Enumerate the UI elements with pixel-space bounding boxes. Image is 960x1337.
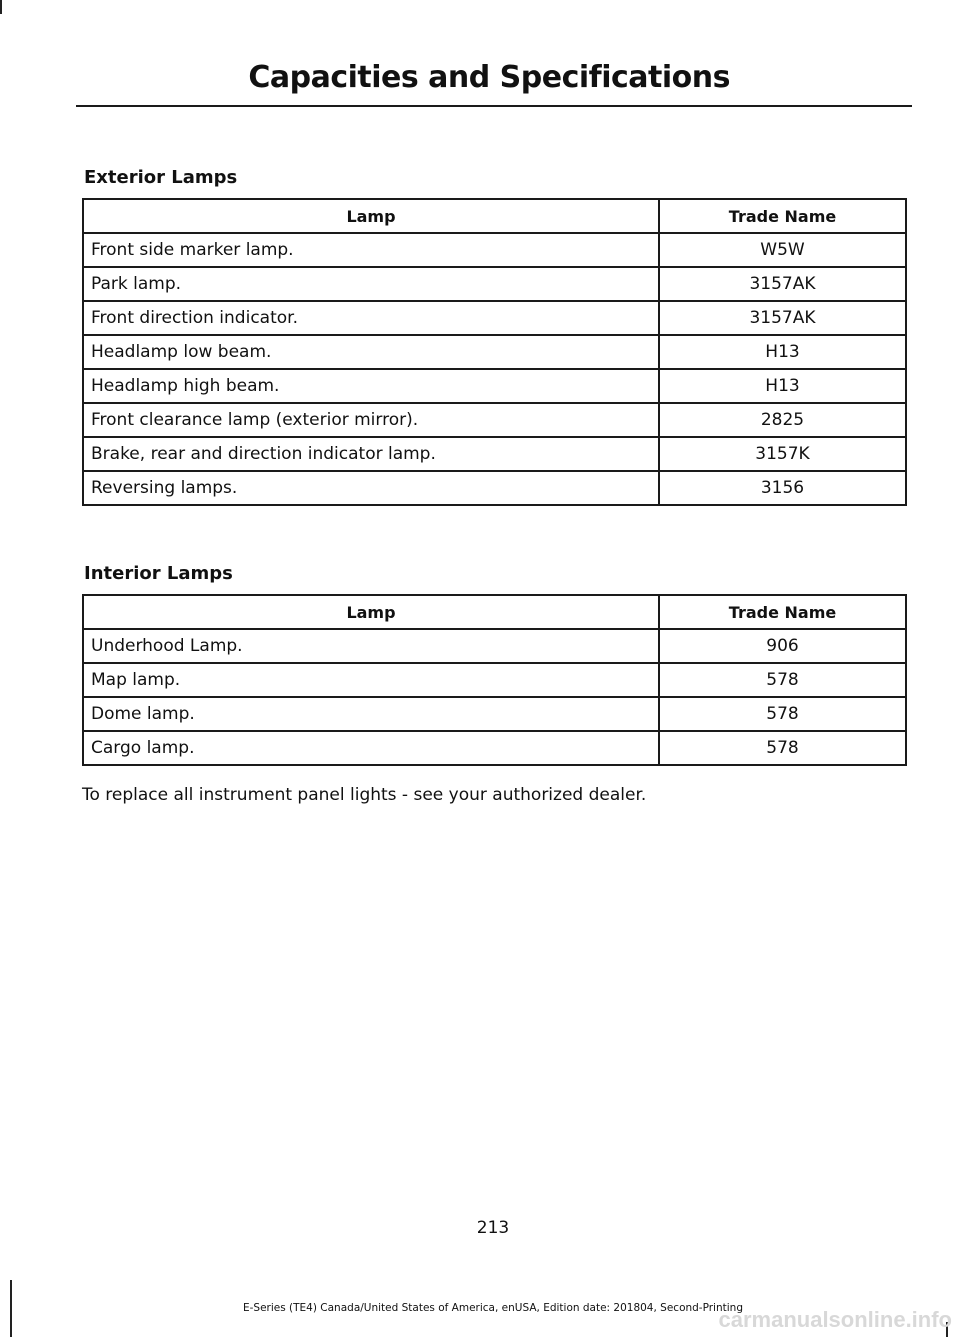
lamp-cell: Headlamp low beam.	[83, 335, 659, 369]
crop-mark-top-left	[0, 0, 2, 14]
lamp-cell: Park lamp.	[83, 267, 659, 301]
table-row	[83, 267, 906, 301]
table-row	[83, 233, 906, 267]
instrument-panel-note: To replace all instrument panel lights - see your authorized dealer.	[82, 785, 647, 805]
lamp-cell: Front clearance lamp (exterior mirror).	[83, 403, 659, 437]
trade-name-cell: H13	[659, 335, 906, 369]
interior-lamps-heading: Interior Lamps	[84, 563, 233, 584]
trade-name-cell: 578	[659, 731, 906, 765]
table-row	[83, 437, 906, 471]
column-header-lamp: Lamp	[83, 595, 659, 629]
table-row	[83, 301, 906, 335]
trade-name-cell: 3157K	[659, 437, 906, 471]
trade-name-cell: 906	[659, 629, 906, 663]
lamp-cell: Brake, rear and direction indicator lamp.	[83, 437, 659, 471]
trade-name-cell: 3157AK	[659, 267, 906, 301]
table-header-row	[83, 199, 906, 233]
lamp-cell: Reversing lamps.	[83, 471, 659, 505]
table-row	[83, 663, 906, 697]
trade-name-cell: 578	[659, 663, 906, 697]
exterior-lamps-table	[82, 198, 907, 506]
table-row	[83, 335, 906, 369]
trade-name-cell: 2825	[659, 403, 906, 437]
edition-footer: E-Series (TE4) Canada/United States of America, enUSA, Edition date: 201804, Second-Printing	[242, 1302, 743, 1314]
lamp-cell: Front side marker lamp.	[83, 233, 659, 267]
lamp-cell: Headlamp high beam.	[83, 369, 659, 403]
table-row	[83, 369, 906, 403]
trade-name-cell: 3156	[659, 471, 906, 505]
table-row	[83, 629, 906, 663]
table-row	[83, 731, 906, 765]
column-header-trade-name: Trade Name	[659, 199, 906, 233]
exterior-lamps-heading: Exterior Lamps	[84, 167, 238, 188]
watermark: carmanualsonline.info	[718, 1307, 952, 1332]
table-row	[83, 403, 906, 437]
page-title: Capacities and Specifications	[248, 60, 730, 95]
interior-lamps-table	[82, 594, 907, 766]
table-header-row	[83, 595, 906, 629]
table-row	[83, 697, 906, 731]
trade-name-cell: 578	[659, 697, 906, 731]
lamp-cell: Underhood Lamp.	[83, 629, 659, 663]
lamp-cell: Front direction indicator.	[83, 301, 659, 335]
lamp-cell: Cargo lamp.	[83, 731, 659, 765]
table-row	[83, 471, 906, 505]
page-number: 213	[476, 1218, 510, 1238]
title-rule	[76, 105, 912, 107]
column-header-trade-name: Trade Name	[659, 595, 906, 629]
lamp-cell: Map lamp.	[83, 663, 659, 697]
column-header-lamp: Lamp	[83, 199, 659, 233]
lamp-cell: Dome lamp.	[83, 697, 659, 731]
trade-name-cell: W5W	[659, 233, 906, 267]
trade-name-cell: H13	[659, 369, 906, 403]
trade-name-cell: 3157AK	[659, 301, 906, 335]
